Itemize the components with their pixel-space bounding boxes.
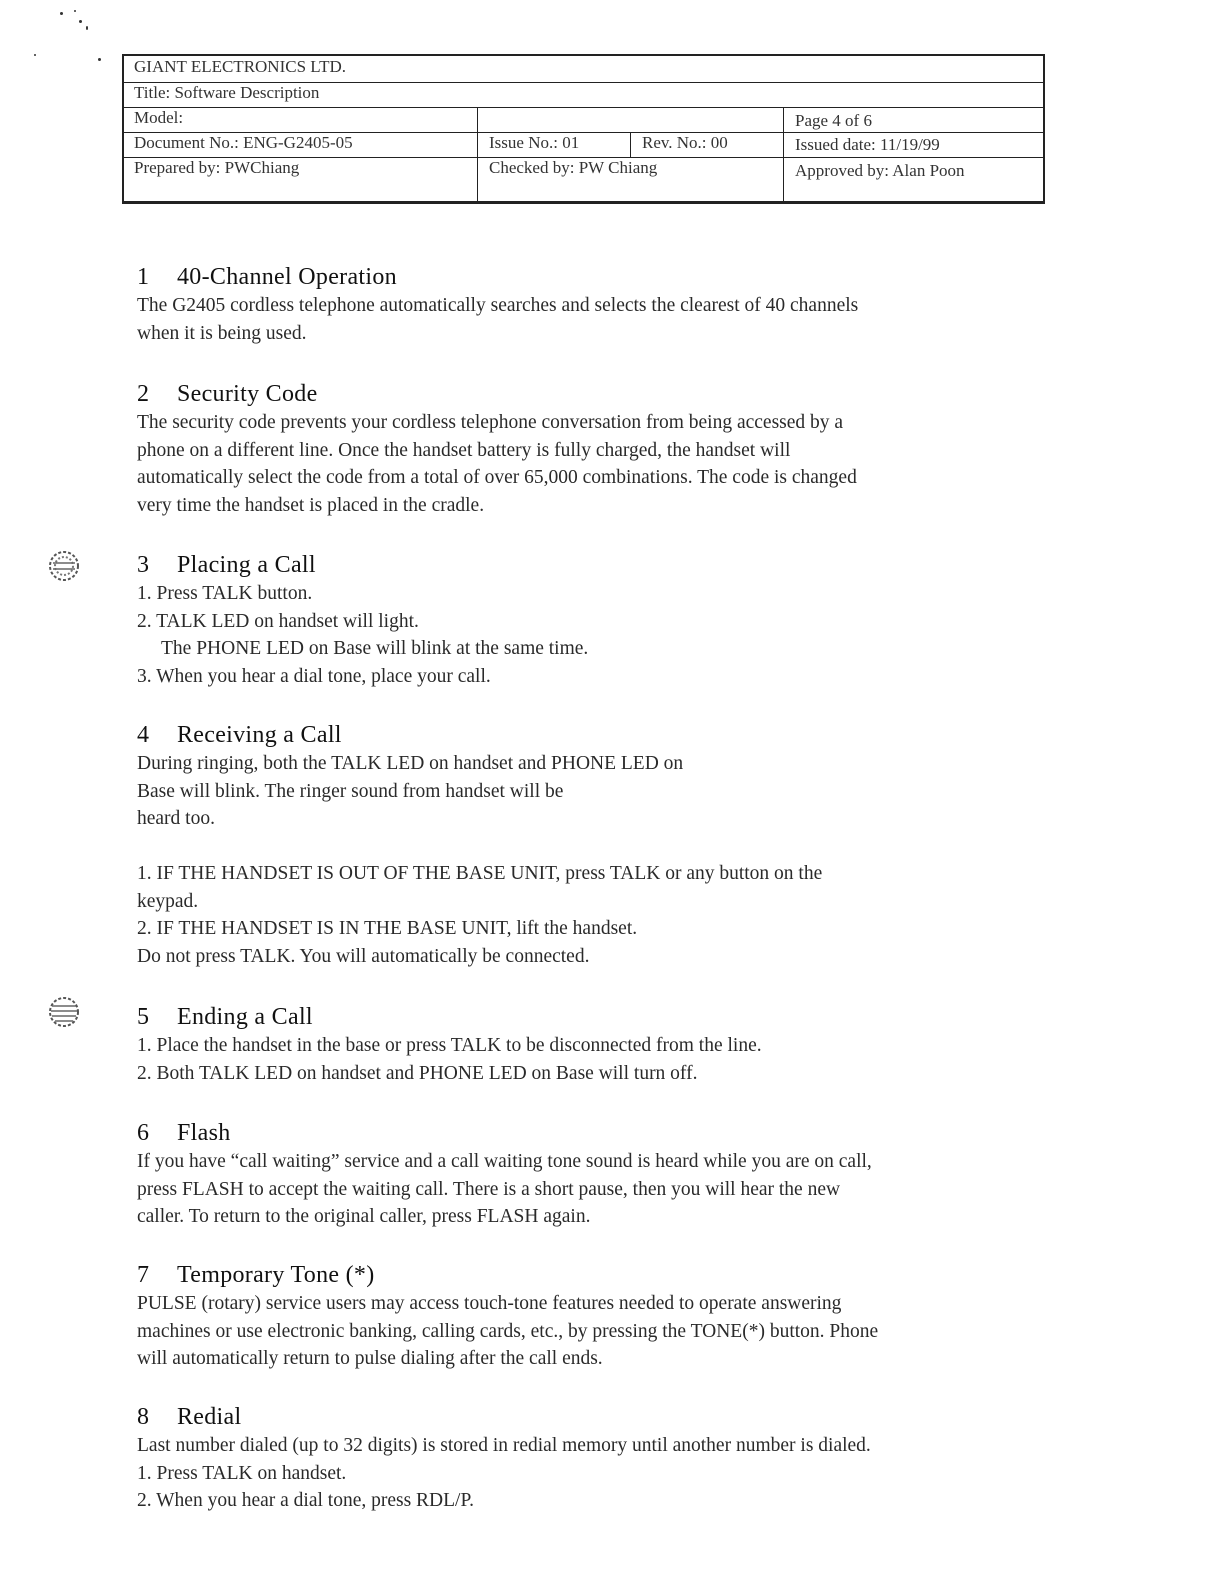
section-line [137,833,1077,861]
section-line: keypad. [137,890,199,912]
model-field: Model: [134,108,184,127]
document-number: Document No.: ENG-G2405-05 [134,133,353,152]
scan-specks [52,6,112,66]
section-line: 3. When you hear a dial tone, place your call. [137,665,491,687]
revision-number: Rev. No.: 00 [642,133,728,152]
section-line: when it is being used. [137,322,307,344]
section-line: 1. Press TALK on handset. [137,1462,347,1484]
section-heading: 7 Temporary Tone (*) [137,1262,375,1288]
section-line: caller. To return to the original caller, press FLASH again. [137,1206,591,1227]
header-row-document [124,132,1043,158]
section-line: The PHONE LED on Base will blink at the same time. [161,638,589,659]
section-line: 1. IF THE HANDSET IS OUT OF THE BASE UNIT, press TALK or any button on the [137,863,823,884]
section-line: very time the handset is placed in the cradle. [137,494,485,516]
section-line: phone on a different line. Once the handset battery is fully charged, the handset will [137,439,791,461]
section-line: will automatically return to pulse dialing after the call ends. [137,1348,603,1369]
section-line: The security code prevents your cordless telephone conversation from being accessed by a [137,412,844,433]
issue-number: Issue No.: 01 [489,133,580,152]
section-line: 1. Place the handset in the base or press TALK to be disconnected from the line. [137,1035,762,1056]
section-line: Base will blink. The ringer sound from handset will be [137,780,564,802]
section-line: 2. IF THE HANDSET IS IN THE BASE UNIT, lift the handset. [137,918,638,939]
section-heading: 3 Placing a Call [137,552,316,578]
section-security-code [137,379,1077,519]
section-receiving-a-call [137,720,1077,970]
header-row-model [124,107,1043,133]
section-line: 2. When you hear a dial tone, press RDL/P. [137,1490,475,1511]
section-heading: 4 Receiving a Call [137,722,342,748]
section-heading: 5 Ending a Call [137,1004,313,1030]
section-line: Last number dialed (up to 32 digits) is stored in redial memory until another number is dialed. [137,1435,871,1456]
header-row-title [124,82,1043,108]
document-title: Title: Software Description [134,83,320,102]
section-line: 2. TALK LED on handset will light. [137,610,419,632]
section-line: The G2405 cordless telephone automatically searches and selects the clearest of 40 channels [137,295,859,316]
margin-marker-icon [47,549,81,583]
header-row-signoff [124,157,1043,203]
document-header-table [122,54,1045,204]
approved-by: Approved by: Alan Poon [795,161,965,180]
page-number: Page 4 of 6 [795,111,872,130]
section-line: 1. Press TALK button. [137,583,313,604]
prepared-by: Prepared by: PWChiang [134,158,300,177]
section-heading: 6 Flash [137,1120,231,1146]
section-line: automatically select the code from a total of over 65,000 combinations. The code is changed [137,467,857,488]
section-line: machines or use electronic banking, calling cards, etc., by pressing the TONE(*) button. Phone [137,1320,879,1342]
section-redial [137,1402,1077,1515]
checked-by: Checked by: PW Chiang [489,158,658,177]
section-heading: 8 Redial [137,1404,242,1430]
section-line: press FLASH to accept the waiting call. There is a short pause, then you will hear the new [137,1178,841,1200]
section-ending-a-call [137,1002,1077,1087]
section-heading: 2 Security Code [137,381,318,407]
section-line: PULSE (rotary) service users may access touch-tone features needed to operate answering [137,1293,842,1314]
issued-date: Issued date: 11/19/99 [795,135,940,154]
section-line: Do not press TALK. You will automatically be connected. [137,945,590,967]
section-placing-a-call [137,550,1077,690]
section-line: 2. Both TALK LED on handset and PHONE LED on Base will turn off. [137,1062,698,1084]
section-heading: 1 40-Channel Operation [137,264,397,290]
section-40-channel-operation [137,262,1077,347]
section-flash [137,1118,1077,1231]
section-line: If you have “call waiting” service and a call waiting tone sound is heard while you are on call, [137,1151,872,1172]
margin-marker-icon [47,995,81,1029]
section-line: During ringing, both the TALK LED on handset and PHONE LED on [137,753,684,774]
company-name: GIANT ELECTRONICS LTD. [134,57,347,76]
section-line: heard too. [137,808,215,829]
header-row-company [124,56,1043,83]
section-temporary-tone [137,1260,1077,1373]
